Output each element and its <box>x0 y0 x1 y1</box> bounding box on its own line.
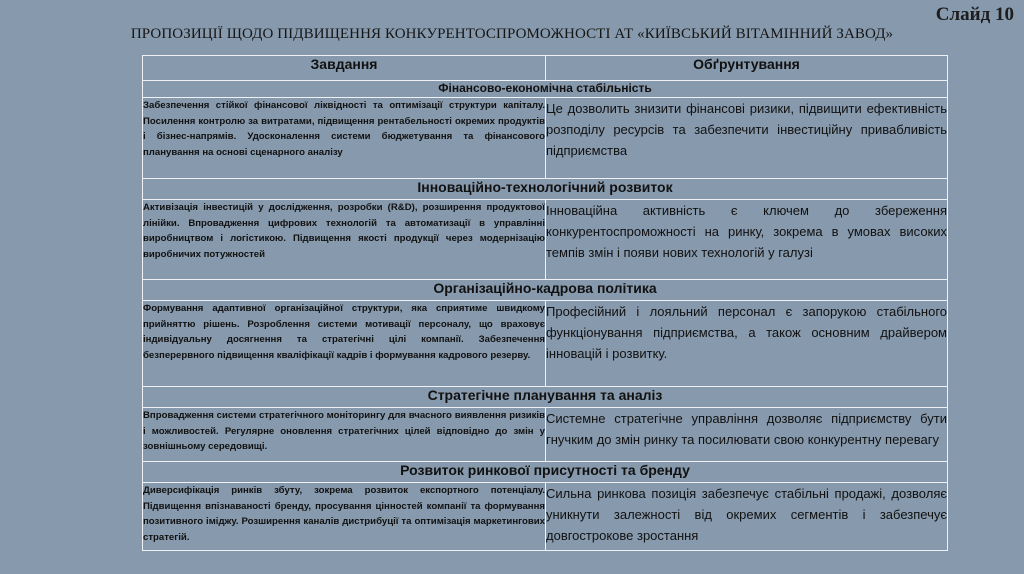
justification-cell: Інноваційна активність є ключем до збереження конкурентоспроможності на ринку, зокрема в умовах високих темпів змін і появи нових технологій у галузі <box>546 200 948 280</box>
task-cell: Формування адаптивної організаційної структури, яка сприятиме швидкому прийняттю рішень. Розроблення системи мотивації персоналу, що враховує індивідуальну досягнення та стратегічні цілі компанії. Забезпечення безперервного підвищення кваліфікації кадрів і формування кадрового резерву. <box>143 301 546 387</box>
task-cell: Активізація інвестицій у дослідження, розробки (R&D), розширення продуктової лінійки. Впровадження цифрових технологій та автоматизації в управлінні виробництвом і логістикою. Підвищення якості продукції через модернізацію виробничих потужностей <box>143 200 546 280</box>
justification-cell: Це дозволить знизити фінансові ризики, підвищити ефективність розподілу ресурсів та забезпечити інвестиційну привабливість підприємства <box>546 98 948 179</box>
column-header-justification: Обґрунтування <box>546 56 948 81</box>
section-heading-strategy: Стратегічне планування та аналіз <box>143 387 948 408</box>
justification-cell: Системне стратегічне управління дозволяє підприємству бути гнучким до змін ринку та посилювати свою конкурентну перевагу <box>546 408 948 462</box>
justification-cell: Сильна ринкова позиція забезпечує стабільні продажі, дозволяє уникнути залежності від окремих сегментів і забезпечує довгострокове зростання <box>546 483 948 551</box>
section-heading-row <box>143 81 948 98</box>
section-heading-hr: Організаційно-кадрова політика <box>143 280 948 301</box>
task-cell: Впровадження системи стратегічного моніторингу для вчасного виявлення ризиків і можливостей. Регулярне оновлення стратегічних цілей відповідно до змін у зовнішньому середовищі. <box>143 408 546 462</box>
section-content-row <box>143 301 948 387</box>
section-heading-market: Розвиток ринкової присутності та бренду <box>143 462 948 483</box>
section-content-row <box>143 483 948 551</box>
header-row <box>143 56 948 81</box>
section-heading-row <box>143 387 948 408</box>
section-heading-innovation: Інноваційно-технологічний розвиток <box>143 179 948 200</box>
task-cell: Диверсифікація ринків збуту, зокрема розвиток експортного потенціалу. Підвищення впізнаваності бренду, просування цінностей компанії та формування позитивного іміджу. Розширення каналів дистрибуції та оптимізація маркетингових стратегій. <box>143 483 546 551</box>
section-heading-row <box>143 462 948 483</box>
section-content-row <box>143 98 948 179</box>
task-cell: Забезпечення стійкої фінансової ліквідності та оптимізації структури капіталу. Посилення контролю за витратами, підвищення рентабельності окремих продуктів і бізнес-напрямів. Удосконалення системи бюджетування та фінансового планування на основі сценарного аналізу <box>143 98 546 179</box>
slide-number: Слайд 10 <box>935 4 1014 25</box>
section-content-row <box>143 408 948 462</box>
column-header-tasks: Завдання <box>143 56 546 81</box>
slide-title: ПРОПОЗИЦІЇ ЩОДО ПІДВИЩЕННЯ КОНКУРЕНТОСПРОМОЖНОСТІ АТ «КИЇВСЬКИЙ ВІТАМІННИЙ ЗАВОД» <box>130 26 894 42</box>
section-heading-financial: Фінансово-економічна стабільність <box>143 81 948 98</box>
proposals-table <box>142 55 948 551</box>
section-heading-row <box>143 280 948 301</box>
section-content-row <box>143 200 948 280</box>
section-heading-row <box>143 179 948 200</box>
justification-cell: Професійний і лояльний персонал є запорукою стабільного функціонування підприємства, а також основним драйвером інновацій і розвитку. <box>546 301 948 387</box>
